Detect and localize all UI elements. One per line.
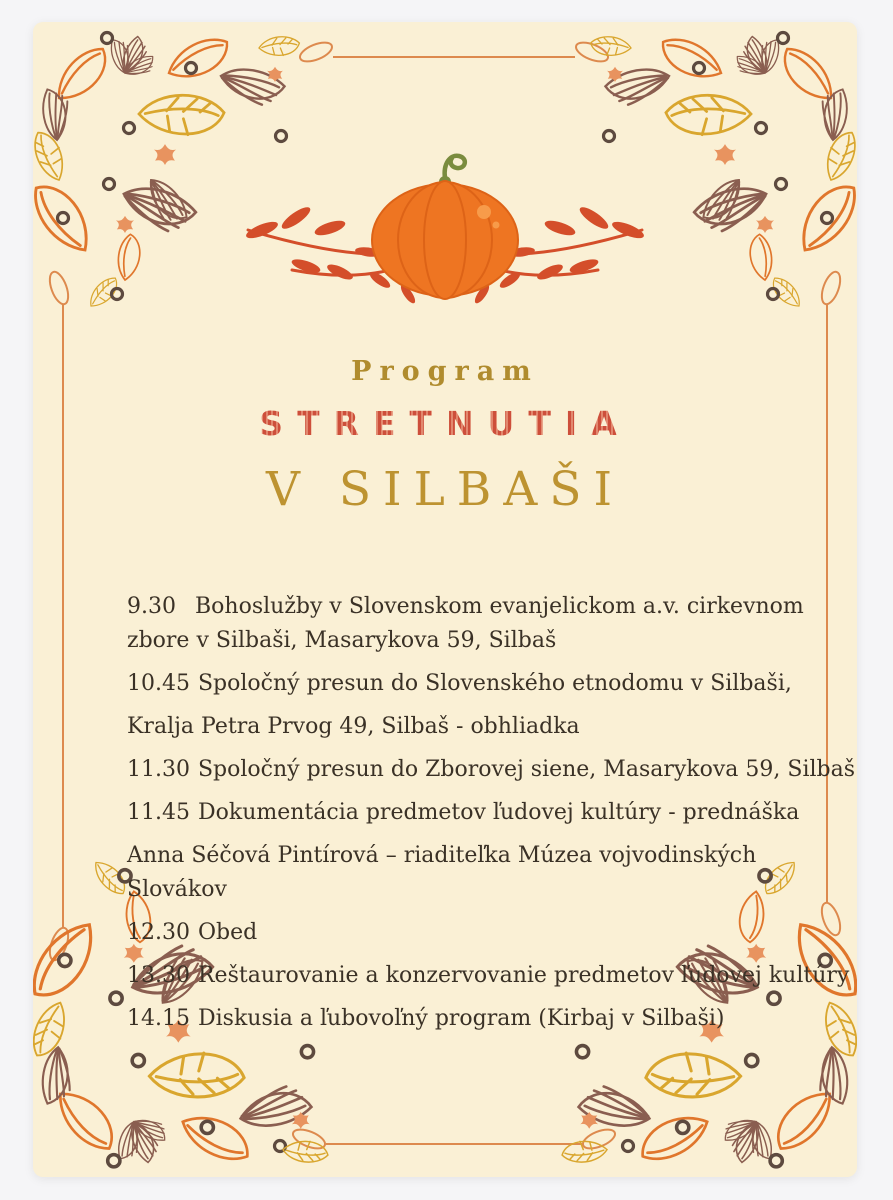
schedule-time: 11.45 [127,800,190,825]
schedule-text: Spoločný presun do Slovenského etnodomu v Silbaši, [197,671,792,696]
schedule-item-continuation [127,710,843,744]
schedule-item [127,753,856,787]
schedule-item-continuation [127,839,843,873]
schedule-item [127,959,850,993]
schedule-text: Diskusia a ľubovoľný program (Kirbaj v Silbaši) [197,1006,725,1031]
schedule-time: 14.15 [127,1006,190,1031]
schedule-item [127,916,843,950]
event-location-title: V SILBAŠI [265,462,625,517]
schedule-text: Dokumentácia predmetov ľudovej kultúry - prednáška [197,800,800,825]
schedule-item [127,1002,843,1036]
schedule-text: Slovákov [127,877,227,902]
schedule-item-continuation [127,624,843,658]
schedule-item [127,590,843,624]
program-kicker: Program [351,356,539,387]
schedule-text: Reštaurovanie a konzervovanie predmetov ľudovej kultúry [197,963,850,988]
schedule-time: 10.45 [127,671,190,696]
schedule-time: 9.30 [127,594,176,619]
schedule-text: Bohoslužby v Slovenskom evanjelickom a.v. cirkevnom [195,594,804,619]
schedule-time: 13.30 [127,963,190,988]
schedule-text: Obed [197,920,258,945]
schedule-time: 12.30 [127,920,190,945]
event-title: STRETNUTIA [33,404,857,443]
schedule-text: Anna Séčová Pintírová – riaditeľka Múzea vojvodinských [127,843,757,868]
schedule-list [127,590,856,1045]
poster-card [33,22,857,1177]
schedule-time: 11.30 [127,757,190,782]
schedule-item [127,796,843,830]
schedule-text: Spoločný presun do Zborovej siene, Masarykova 59, Silbaš [197,757,856,782]
schedule-text: Kralja Petra Prvog 49, Silbaš - obhliadka [127,714,580,739]
schedule-item-continuation [127,873,843,907]
pumpkin-with-branches-icon [230,148,660,316]
schedule-item [127,667,843,701]
schedule-text: zbore v Silbaši, Masarykova 59, Silbaš [127,628,557,653]
